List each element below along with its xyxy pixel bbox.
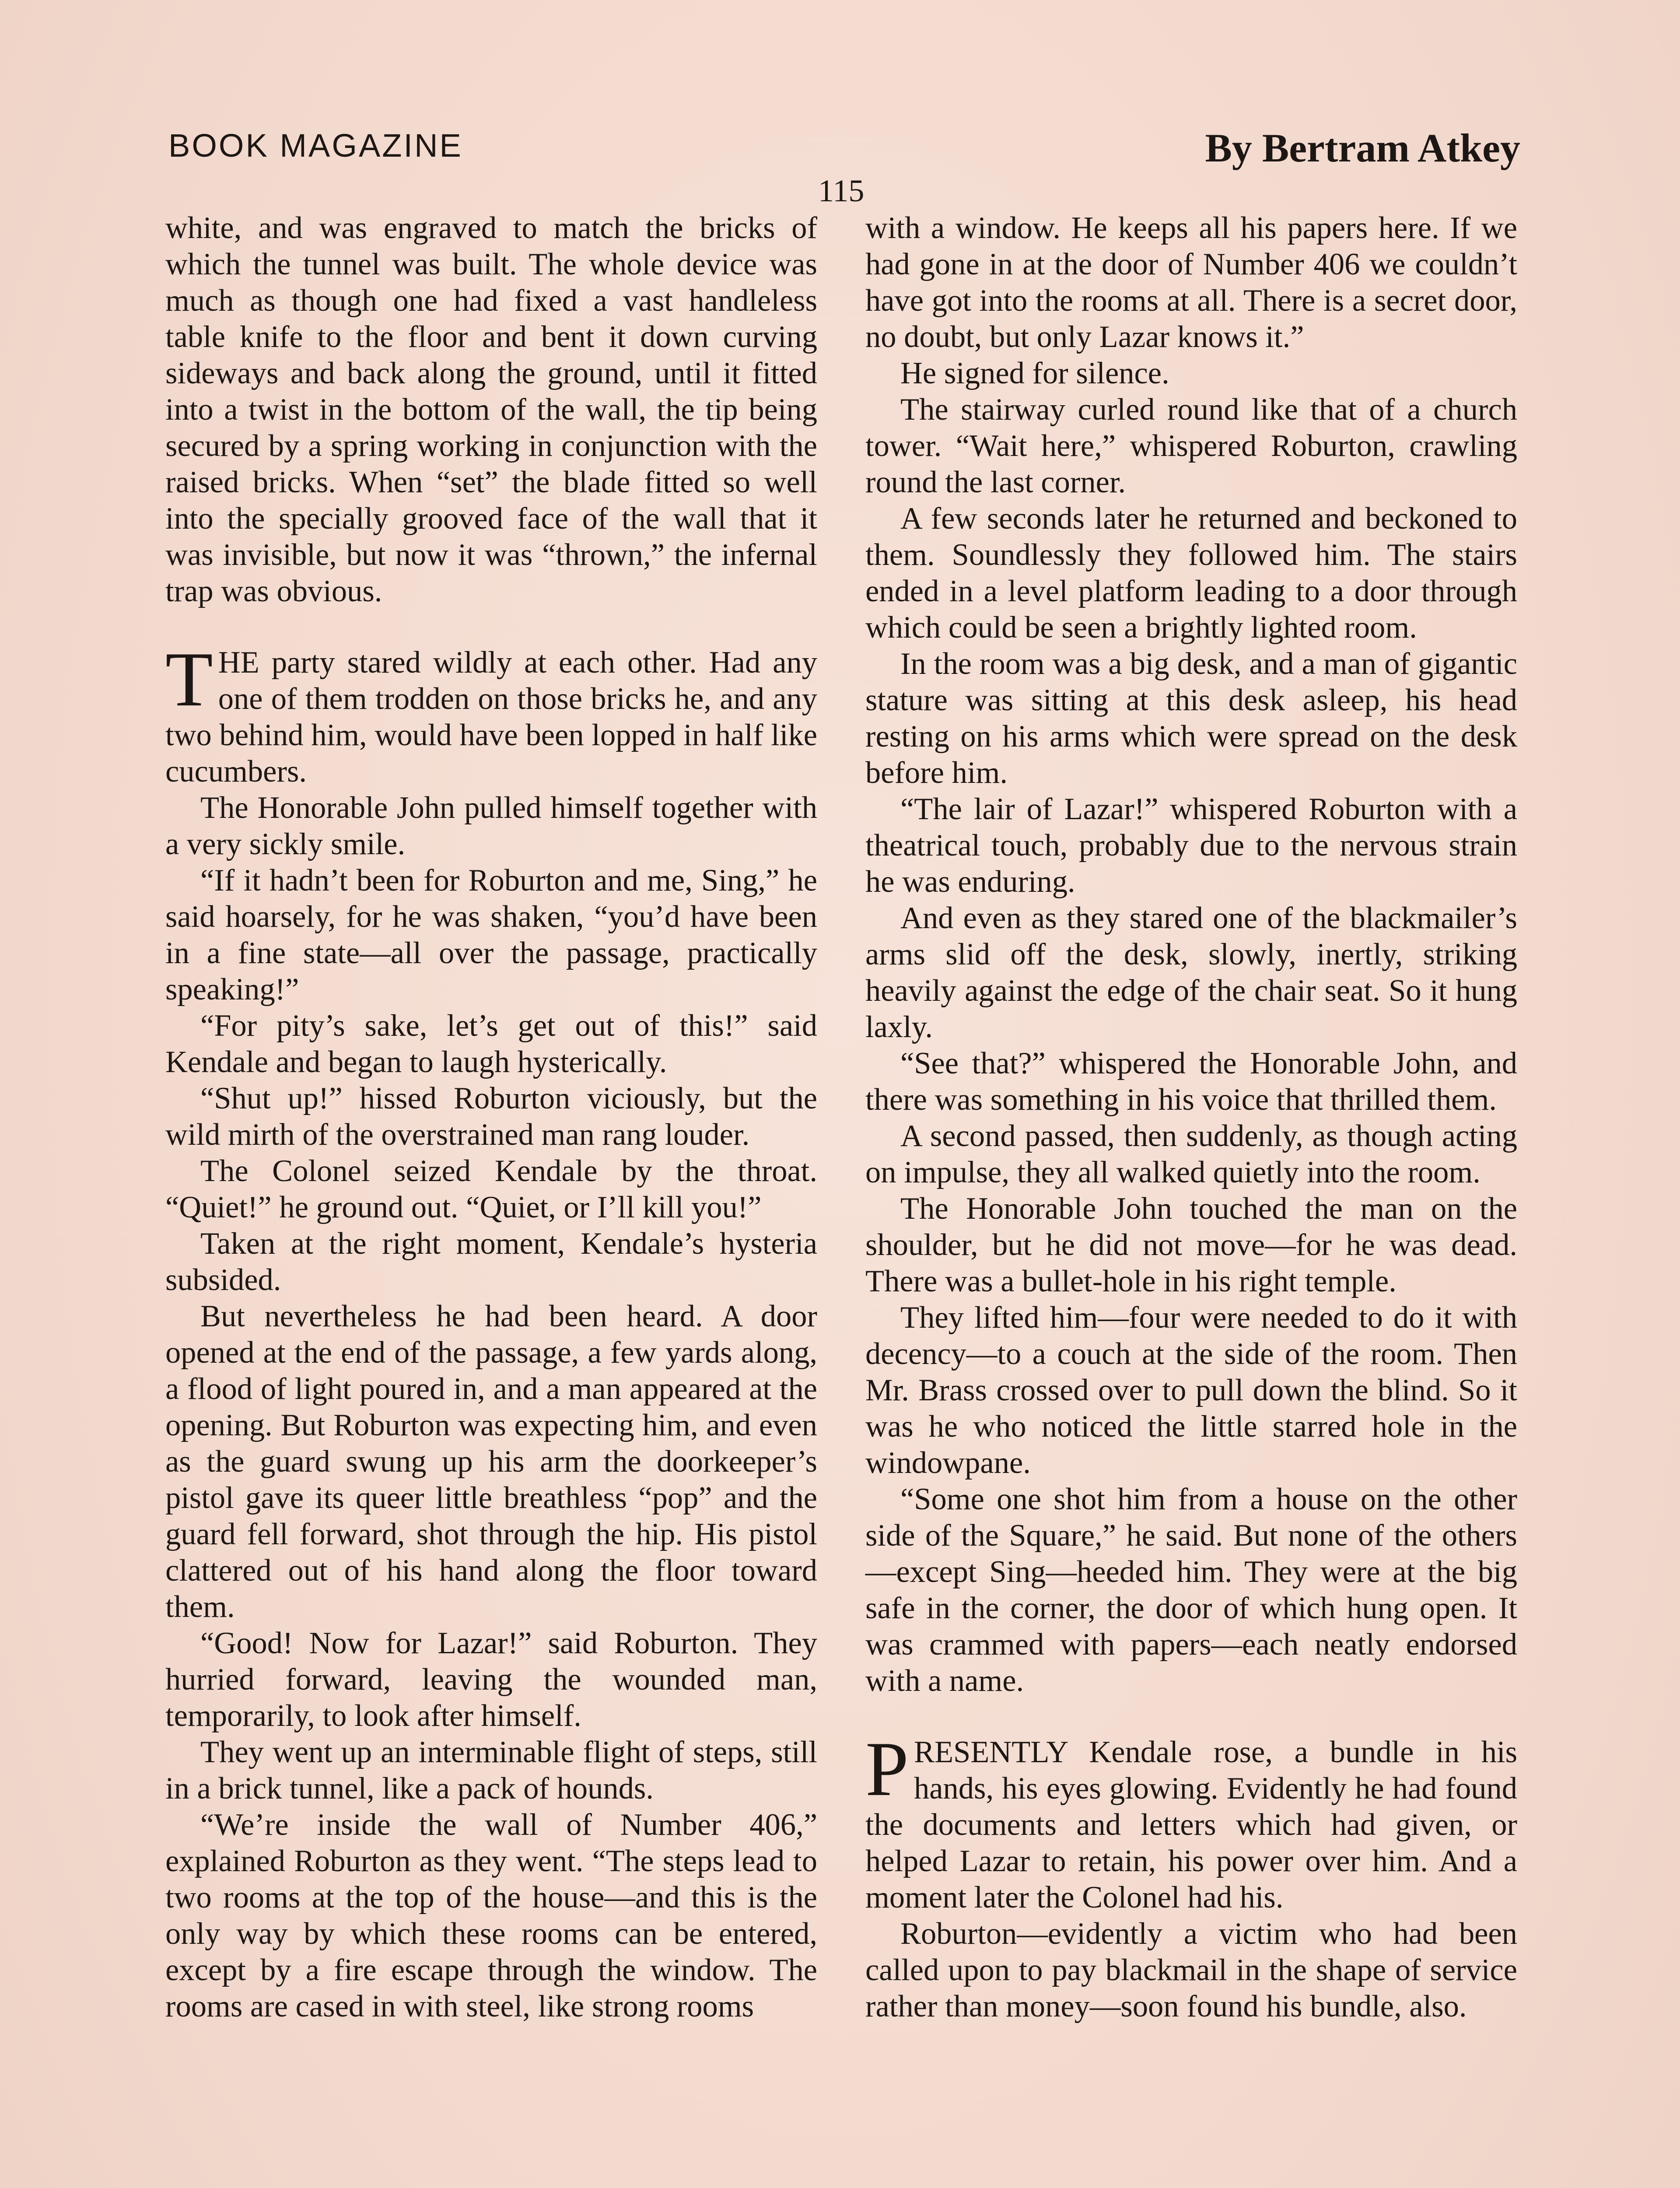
page-number: 115 — [818, 173, 864, 208]
paragraph: “Good! Now for Lazar!” said Roburton. They hurried forward, leaving the wounded man, temporarily, to look after himself. — [165, 1626, 817, 1733]
paragraph: A second passed, then suddenly, as though acting on impulse, they all walked quietly into the room. — [865, 1119, 1517, 1189]
paragraph: In the room was a big desk, and a man of gigantic stature was sitting at this desk asleep, his head resting on his arms which were spread on the desk before him. — [865, 647, 1517, 790]
paragraph: with a window. He keeps all his papers here. If we had gone in at the door of Number 406 we couldn’t have got into the rooms at all. There is a secret door, no doubt, but only Lazar knows it.” — [865, 211, 1517, 354]
paragraph: “Some one shot him from a house on the other side of the Square,” he said. But none of the others—except Sing—heeded him. They were at the big safe in the corner, the door of which hung open. It was crammed with papers—each neatly endorsed with a name. — [865, 1482, 1517, 1698]
paragraph: They lifted him—four were needed to do it with decency—to a couch at the side of the room. Then Mr. Brass crossed over to pull down the blind. So it was he who noticed the little starred hole in the windowpane. — [865, 1301, 1517, 1480]
paragraph: The stairway curled round like that of a church tower. “Wait here,” whispered Roburton, crawling round the last corner. — [865, 393, 1517, 499]
paragraph: “Shut up!” hissed Roburton viciously, but the wild mirth of the overstrained man rang louder. — [165, 1081, 817, 1152]
left-column — [165, 210, 817, 2025]
paragraph: They went up an interminable flight of steps, still in a brick tunnel, like a pack of hounds. — [165, 1735, 817, 1806]
paragraph: “The lair of Lazar!” whispered Roburton with a theatrical touch, probably due to the nervous strain he was enduring. — [865, 792, 1517, 899]
paragraph-text: HE party stared wildly at each other. Had any one of them trodden on those bricks he, and any two behind him, would have been lopped in half like cucumbers. — [165, 645, 817, 789]
author-byline: By Bertram Atkey — [1205, 126, 1520, 170]
paragraph: “If it hadn’t been for Roburton and me, Sing,” he said hoarsely, for he was shaken, “you’d have been in a fine state—all over the passage, practically speaking!” — [165, 863, 817, 1006]
paragraph: The Colonel seized Kendale by the throat. “Quiet!” he ground out. “Quiet, or I’ll kill you!” — [165, 1154, 817, 1224]
paragraph: But nevertheless he had been heard. A door opened at the end of the passage, a few yards along, a flood of light poured in, and a man appeared at the opening. But Roburton was expecting him, and even as the guard swung up his arm the doorkeeper’s pistol gave its queer little breathless “pop” and the guard fell forward, shot through the hip. His pistol clattered out of his hand along the floor toward them. — [165, 1299, 817, 1624]
paragraph: Taken at the right moment, Kendale’s hysteria subsided. — [165, 1227, 817, 1297]
drop-cap: T — [165, 636, 213, 722]
paragraph-dropcap — [865, 1725, 1517, 1916]
paragraph: “For pity’s sake, let’s get out of this!” said Kendale and began to laugh hysterically. — [165, 1009, 817, 1079]
paragraph: “See that?” whispered the Honorable John, and there was something in his voice that thrilled them. — [865, 1046, 1517, 1117]
magazine-title: BOOK MAGAZINE — [168, 127, 463, 164]
paragraph-text: RESENTLY Kendale rose, a bundle in his hands, his eyes glowing. Evidently he had found the documents and letters which had given, or helped Lazar to retain, his power over him. And a moment later the Colonel had his. — [865, 1735, 1517, 1914]
paragraph: Roburton—evidently a victim who had been called upon to pay blackmail in the shape of service rather than money—soon found his bundle, also. — [865, 1917, 1517, 2023]
paragraph: white, and was engraved to match the bricks of which the tunnel was built. The whole device was much as though one had fixed a vast handleless table knife to the floor and bent it down curving sideways and back along the ground, until it fitted into a twist in the bottom of the wall, the tip being secured by a spring working in conjunction with the raised bricks. When “set” the blade fitted so well into the specially grooved face of the wall that it was invisible, but now it was “thrown,” the infernal trap was obvious. — [165, 211, 817, 608]
paragraph: The Honorable John pulled himself together with a very sickly smile. — [165, 791, 817, 861]
paragraph: And even as they stared one of the blackmailer’s arms slid off the desk, slowly, inertly, striking heavily against the edge of the chair seat. So it hung laxly. — [865, 901, 1517, 1044]
paragraph-dropcap — [165, 636, 817, 790]
paragraph: The Honorable John touched the man on the shoulder, but he did not move—for he was dead. There was a bullet-hole in his right temple. — [865, 1192, 1517, 1298]
paragraph: “We’re inside the wall of Number 406,” explained Roburton as they went. “The steps lead to two rooms at the top of the house—and this is the only way by which these rooms can be entered, except by a fire escape through the window. The rooms are cased in with steel, like strong rooms — [165, 1808, 817, 2023]
paragraph: He signed for silence. — [900, 356, 1169, 390]
drop-cap: P — [865, 1725, 909, 1812]
paragraph: A few seconds later he returned and beckoned to them. Soundlessly they followed him. The stairs ended in a level platform leading to a door through which could be seen a brightly lighted room. — [865, 501, 1517, 645]
right-column — [865, 210, 1517, 2025]
